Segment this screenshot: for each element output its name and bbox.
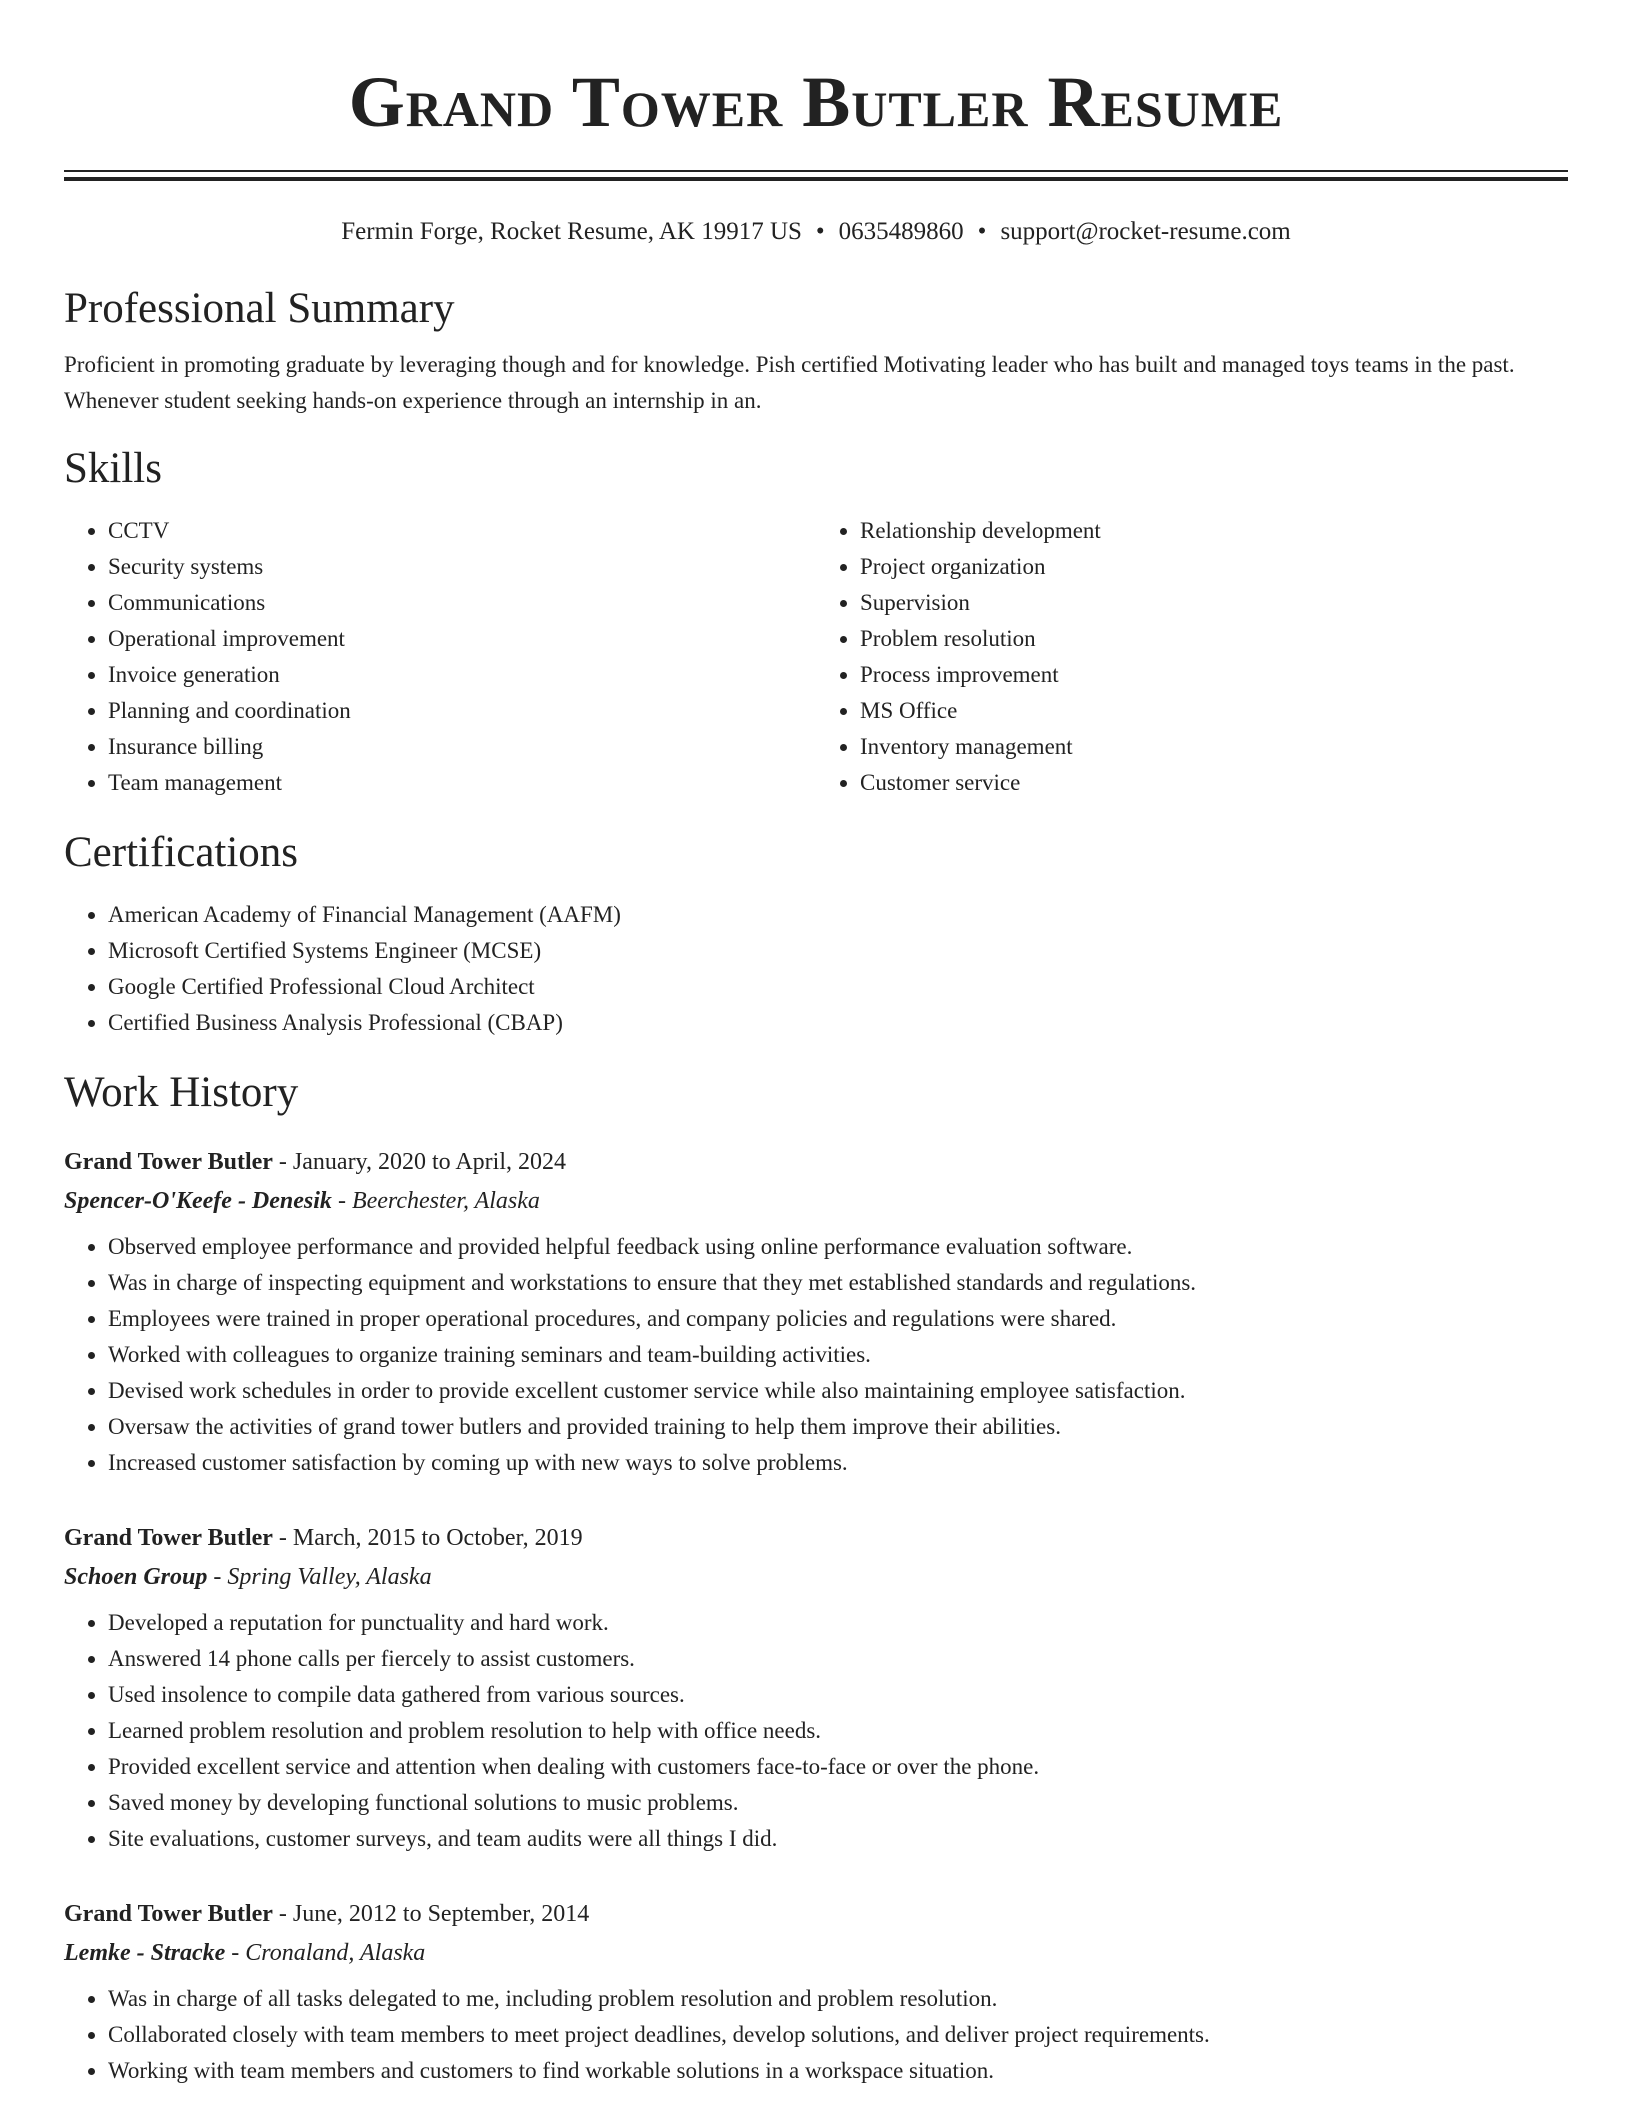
job-title: Grand Tower Butler: [64, 1525, 273, 1551]
job-bullet: • Provided excellent service and attention when dealing with customers face-to-face or over the phone.: [108, 1749, 1568, 1785]
skill-item: • Supervision: [860, 585, 1568, 621]
job-bullets: [64, 1981, 1568, 2089]
job-bullet: • Working with team members and customers to find workable solutions in a workspace situation.: [108, 2053, 1568, 2089]
job-employer: Schoen Group - Spring Valley, Alaska: [64, 1564, 432, 1590]
skill-item: • Project organization: [860, 549, 1568, 585]
skills-left-list: [64, 513, 816, 801]
contact-address: Fermin Forge, Rocket Resume, AK 19917 US: [341, 218, 802, 245]
job-bullet: • Was in charge of inspecting equipment and workstations to ensure that they met established standards and regulations.: [108, 1265, 1568, 1301]
job-bullet: • Site evaluations, customer surveys, and team audits were all things I did.: [108, 1821, 1568, 1857]
skill-item: • Team management: [108, 765, 816, 801]
certifications-list: [64, 897, 1568, 1041]
job-bullet: • Saved money by developing functional solutions to music problems.: [108, 1785, 1568, 1821]
certifications-heading: Certifications: [64, 829, 299, 876]
job-employer: Spencer-O'Keefe - Denesik - Beerchester, Alaska: [64, 1188, 540, 1214]
work-history-heading: Work History: [64, 1069, 299, 1116]
skill-item: • Communications: [108, 585, 816, 621]
job-bullet: • Oversaw the activities of grand tower butlers and provided training to help them improve their abilities.: [108, 1409, 1568, 1445]
skill-item: • Inventory management: [860, 729, 1568, 765]
certifications-section: [64, 827, 1568, 1041]
skill-item: • Security systems: [108, 549, 816, 585]
job-header: Grand Tower Butler - March, 2015 to October, 2019: [64, 1525, 583, 1551]
job-bullets: [64, 1605, 1568, 1857]
job-bullet: • Collaborated closely with team members to meet project deadlines, develop solutions, and deliver project requirements.: [108, 2017, 1568, 2053]
job-entry: [64, 1519, 1568, 1857]
contact-phone: 0635489860: [838, 218, 964, 245]
skill-item: • Planning and coordination: [108, 693, 816, 729]
title-divider: [64, 170, 1568, 181]
job-location: Spring Valley, Alaska: [227, 1564, 432, 1590]
certification-item: • Google Certified Professional Cloud Architect: [108, 969, 1568, 1005]
job-bullet: • Developed a reputation for punctuality and hard work.: [108, 1605, 1568, 1641]
skills-heading: Skills: [64, 445, 162, 492]
job-bullet: • Answered 14 phone calls per fiercely to assist customers.: [108, 1641, 1568, 1677]
job-header: Grand Tower Butler - January, 2020 to April, 2024: [64, 1149, 567, 1175]
job-location: Cronaland, Alaska: [245, 1940, 426, 1966]
job-location: Beerchester, Alaska: [351, 1188, 540, 1214]
job-bullet: • Worked with colleagues to organize training seminars and team-building activities.: [108, 1337, 1568, 1373]
job-bullet: • Employees were trained in proper operational procedures, and company policies and regulations were shared.: [108, 1301, 1568, 1337]
job-entry: [64, 1143, 1568, 1481]
contact-separator: •: [977, 218, 987, 245]
job-bullets: [64, 1229, 1568, 1481]
skills-right-list: [816, 513, 1568, 801]
work-history-section: [64, 1067, 1568, 2089]
job-bullet: • Was in charge of all tasks delegated to me, including problem resolution and problem resolution.: [108, 1981, 1568, 2017]
skill-item: • Invoice generation: [108, 657, 816, 693]
job-company: Schoen Group: [64, 1564, 208, 1590]
skill-item: • Problem resolution: [860, 621, 1568, 657]
job-dates: January, 2020 to April, 2024: [292, 1149, 567, 1175]
skill-item: • Insurance billing: [108, 729, 816, 765]
skill-item: • Customer service: [860, 765, 1568, 801]
job-header: Grand Tower Butler - June, 2012 to September, 2014: [64, 1901, 590, 1927]
skills-columns: [64, 513, 1568, 801]
summary-heading: Professional Summary: [64, 285, 455, 332]
skill-item: • Process improvement: [860, 657, 1568, 693]
job-bullet: • Learned problem resolution and problem resolution to help with office needs.: [108, 1713, 1568, 1749]
job-company: Lemke - Stracke: [64, 1940, 226, 1966]
certification-item: • American Academy of Financial Management (AAFM): [108, 897, 1568, 933]
job-dates: June, 2012 to September, 2014: [292, 1901, 590, 1927]
certification-item: • Certified Business Analysis Professional (CBAP): [108, 1005, 1568, 1041]
job-title: Grand Tower Butler: [64, 1901, 273, 1927]
summary-text: Proficient in promoting graduate by leveraging though and for knowledge. Pish certified Motivating leader who has built and managed toys teams in the past. Whenever student seeking hands-on experience through an internship in an.: [64, 352, 1515, 413]
job-title: Grand Tower Butler: [64, 1149, 273, 1175]
skill-item: • Operational improvement: [108, 621, 816, 657]
job-company: Spencer-O'Keefe - Denesik: [64, 1188, 332, 1214]
job-bullet: • Observed employee performance and provided helpful feedback using online performance evaluation software.: [108, 1229, 1568, 1265]
summary-section: [64, 283, 1568, 419]
contact-email: support@rocket-resume.com: [1000, 218, 1291, 245]
job-bullet: • Devised work schedules in order to provide excellent customer service while also maintaining employee satisfaction.: [108, 1373, 1568, 1409]
job-bullet: • Used insolence to compile data gathered from various sources.: [108, 1677, 1568, 1713]
job-dates: March, 2015 to October, 2019: [292, 1525, 583, 1551]
skill-item: • Relationship development: [860, 513, 1568, 549]
resume-title: Grand Tower Butler Resume: [348, 62, 1284, 142]
skills-section: [64, 443, 1568, 801]
job-entry: [64, 1895, 1568, 2089]
certification-item: • Microsoft Certified Systems Engineer (MCSE): [108, 933, 1568, 969]
skill-item: • CCTV: [108, 513, 816, 549]
job-bullet: • Increased customer satisfaction by coming up with new ways to solve problems.: [108, 1445, 1568, 1481]
contact-line: [64, 215, 1568, 249]
skill-item: • MS Office: [860, 693, 1568, 729]
job-employer: Lemke - Stracke - Cronaland, Alaska: [64, 1940, 426, 1966]
contact-separator: •: [815, 218, 825, 245]
